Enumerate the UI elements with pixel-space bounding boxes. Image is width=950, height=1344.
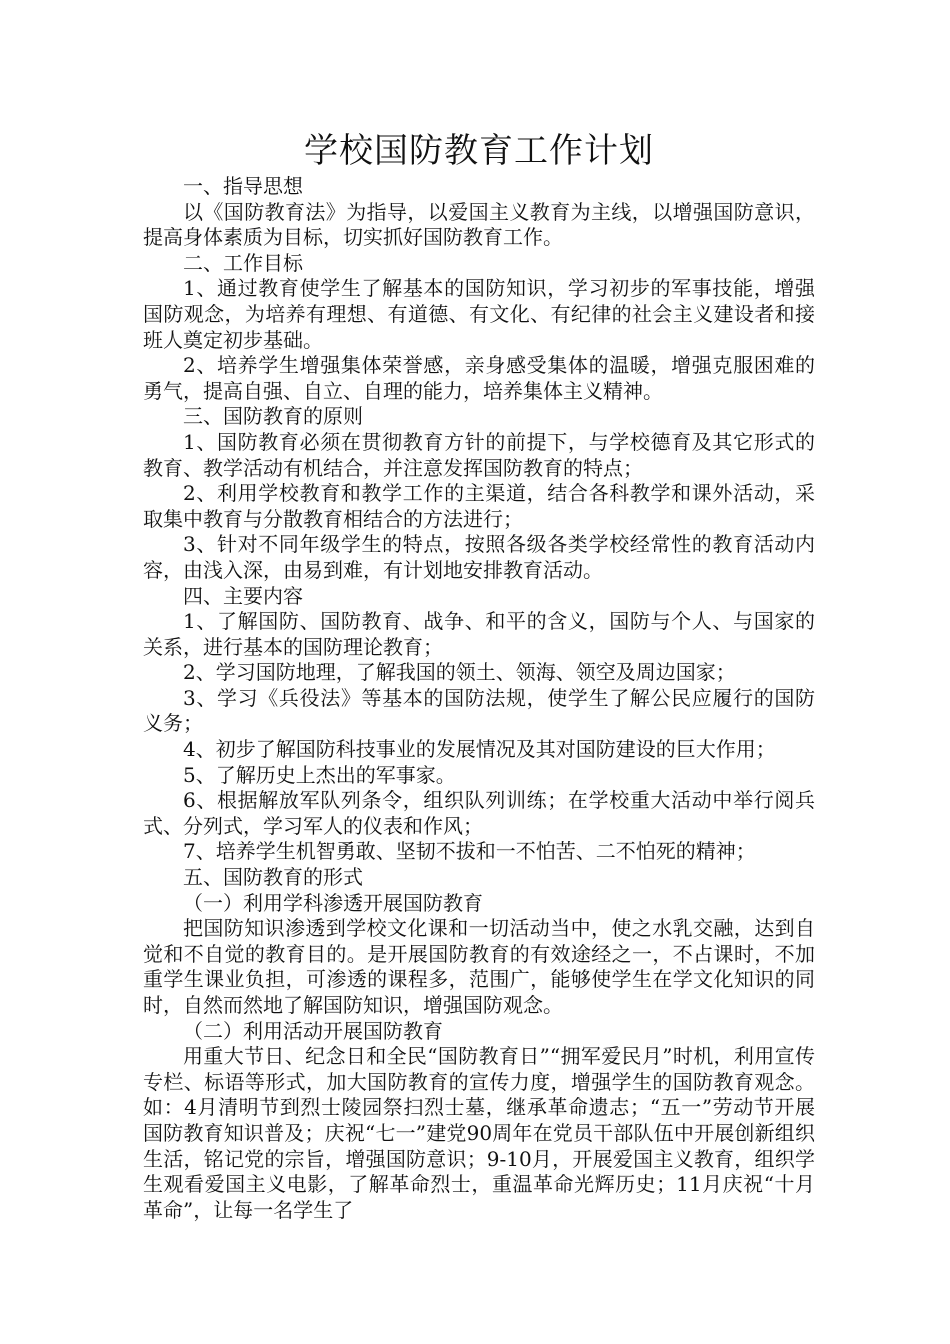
paragraph: 1、了解国防、国防教育、战争、和平的含义，国防与个人、与国家的关系，进行基本的国防理论教育； (143, 609, 815, 659)
document-body (143, 174, 815, 1223)
paragraph: 把国防知识渗透到学校文化课和一切活动当中，使之水乳交融，达到自觉和不自觉的教育目的。是开展国防教育的有效途经之一，不占课时，不加重学生课业负担，可渗透的课程多，范围广，能够使学生在学文化知识的同时，自然而然地了解国防知识，增强国防观念。 (143, 916, 815, 1017)
paragraph: 2、培养学生增强集体荣誉感，亲身感受集体的温暖，增强克服困难的勇气，提高自强、自立、自理的能力，培养集体主义精神。 (143, 353, 815, 403)
paragraph: 5、了解历史上杰出的军事家。 (183, 762, 456, 787)
paragraph: 二、工作目标 (183, 250, 303, 275)
paragraph: 1、国防教育必须在贯彻教育方针的前提下，与学校德育及其它形式的教育、教学活动有机结合，并注意发挥国防教育的特点； (143, 429, 815, 480)
paragraph: 3、学习《兵役法》等基本的国防法规，使学生了解公民应履行的国防义务； (143, 685, 815, 736)
paragraph: 1、通过教育使学生了解基本的国防知识，学习初步的军事技能，增强国防观念，为培养有理想、有道德、有文化、有纪律的社会主义建设者和接班人奠定初步基础。 (143, 276, 815, 352)
paragraph: 6、根据解放军队列条令，组织队列训练；在学校重大活动中举行阅兵式、分列式，学习军人的仪表和作风； (143, 788, 815, 838)
paragraph: 四、主要内容 (183, 583, 303, 608)
document-title: 学校国防教育工作计划 (304, 131, 654, 171)
paragraph: 一、指导思想 (183, 174, 303, 198)
paragraph: 2、利用学校教育和教学工作的主渠道，结合各科教学和课外活动，采取集中教育与分散教育相结合的方法进行； (143, 481, 815, 531)
paragraph: 3、针对不同年级学生的特点，按照各级各类学校经常性的教育活动内容，由浅入深，由易到难，有计划地安排教育活动。 (143, 532, 815, 582)
paragraph: 7、培养学生机智勇敢、坚韧不拔和一不怕苦、二不怕死的精神； (183, 839, 756, 864)
document-page (143, 128, 815, 1223)
paragraph: 2、学习国防地理，了解我国的领土、领海、领空及周边国家； (183, 660, 736, 685)
paragraph: 以《国防教育法》为指导，以爱国主义教育为主线，以增强国防意识，提高身体素质为目标，切实抓好国防教育工作。 (143, 199, 815, 250)
paragraph: 4、初步了解国防科技事业的发展情况及其对国防建设的巨大作用； (183, 737, 776, 762)
paragraph: 三、国防教育的原则 (183, 404, 363, 429)
paragraph: 五、国防教育的形式 (183, 865, 363, 890)
paragraph: （二）利用活动开展国防教育 (183, 1018, 443, 1043)
paragraph: （一）利用学科渗透开展国防教育 (183, 890, 483, 915)
paragraph: 用重大节日、纪念日和全民“国防教育日”“拥军爱民月”时机，利用宣传专栏、标语等形式，加大国防教育的宣传力度，增强学生的国防教育观念。如：4月清明节到烈士陵园祭扫烈士墓，继承革命遗志；“五一”劳动节开展国防教育知识普及；庆祝“七一”建党90周年在党员干部队伍中开展创新组织生活，铭记党的宗旨，增强国防意识；9-10月，开展爱国主义教育，组织学生观看爱国主义电影，了解革命烈士，重温革命光辉历史；11月庆祝“十月革命”，让每一名学生了 (143, 1044, 815, 1222)
